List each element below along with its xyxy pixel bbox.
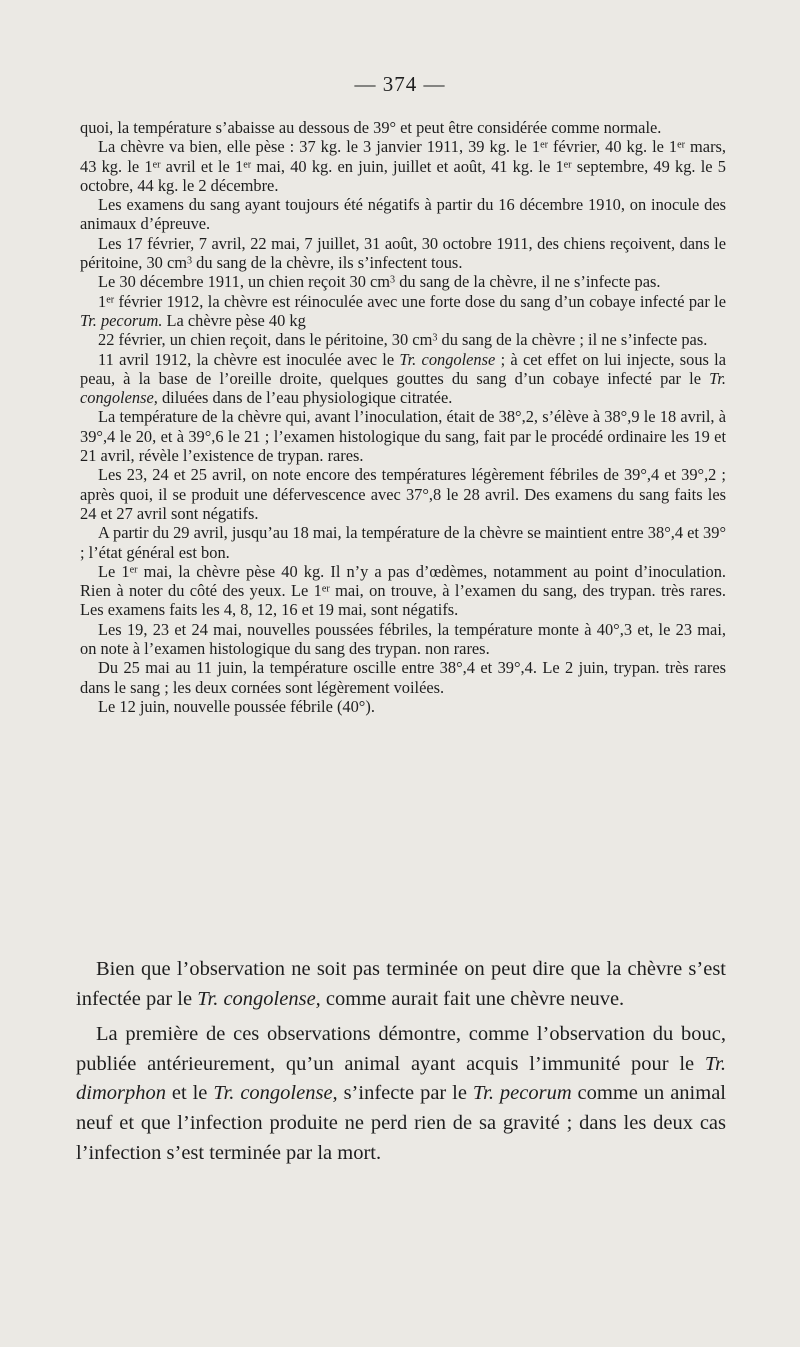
paragraph [80, 350, 726, 408]
paragraph [76, 1020, 726, 1168]
paragraph [76, 955, 726, 1014]
text-run: Le 1 [98, 561, 130, 581]
italic-text: Tr. congolense, [80, 368, 726, 408]
text-run: Les examens du sang ayant toujours été négatifs à partir du 16 décembre 1910, on inocule des animaux d’épreuve. [80, 195, 726, 234]
superscript: 3 [186, 255, 193, 267]
conclusion-text [76, 955, 726, 1174]
italic-text: Tr. dimorphon [76, 1052, 726, 1105]
italic-text: Tr. pecorum. [80, 310, 163, 330]
paragraph [80, 195, 726, 234]
superscript: er [106, 294, 115, 306]
text-run: février, 40 kg. le 1 [547, 137, 678, 157]
text-run: Les 17 février, 7 avril, 22 mai, 7 juillet, 31 août, 30 octobre 1911, des chiens reçoivent, dans le péritoine, 30 cm [80, 233, 726, 273]
page-number: — 374 — [354, 72, 446, 96]
italic-text: Tr. congolense, [213, 1082, 338, 1105]
text-run: ; à cet effet on lui injecte, sous la peau, à la base de l’oreille droite, quelques gouttes du sang d’un cobaye infecté par le [80, 349, 727, 388]
text-run: s’infecte par le [337, 1082, 473, 1105]
superscript: 3 [390, 274, 396, 286]
paragraph [80, 523, 726, 562]
text-run: comme un animal neuf et que l’infection produite ne perd rien de sa gravité ; dans les deux cas l’infection s’est terminée par la mort. [76, 1082, 726, 1164]
text-run: La température de la chèvre qui, avant l’inoculation, était de 38°,2, s’élève à 38°,9 le 18 avril, à 39°,4 le 20, et à 39°,6 le 21 ; l’examen histologique du sang, fait par le procédé ordinaire les 19 et 21 avril, révèle l’existence de trypan. rares. [80, 407, 726, 466]
text-run: et le [165, 1082, 214, 1105]
superscript: er [321, 583, 330, 595]
text-run: février 1912, la chèvre est réinoculée avec une forte dose du sang d’un cobaye infecté par le [114, 291, 726, 311]
text-run: La chèvre va bien, elle pèse : 37 kg. le 3 janvier 1911, 39 kg. le 1 [98, 137, 541, 157]
paragraph [80, 137, 726, 195]
superscript: er [243, 159, 252, 171]
paragraph [80, 118, 726, 137]
paragraph [80, 234, 726, 273]
superscript: er [563, 159, 572, 171]
superscript: er [677, 139, 686, 151]
observation-notes [80, 118, 726, 716]
text-run: du sang de la chèvre, ils s’infectent tous. [192, 253, 463, 273]
text-run: Les 23, 24 et 25 avril, on note encore des températures légèrement fébriles de 39°,4 et 39°,2 ; après quoi, il se produit une défervescence avec 37°,8 le 28 avril. Des examens du sang faits les 24 et 27 avril sont négatifs. [80, 465, 726, 523]
text-run: La première de ces observations démontre, comme l’observation du bouc, publiée antérieurement, qu’un animal ayant acquis l’immunité pour le [76, 1023, 726, 1075]
italic-text: Tr. congolense [399, 349, 496, 369]
text-run: mars, 43 kg. le 1 [80, 137, 726, 176]
text-run: septembre, 49 kg. le 5 octobre, 44 kg. le 2 décembre. [80, 156, 726, 195]
italic-text: Tr. pecorum [472, 1082, 572, 1105]
text-run: A partir du 29 avril, jusqu’au 18 mai, la température de la chèvre se maintient entre 38°,4 et 39° ; l’état général est bon. [80, 523, 727, 562]
text-run: Bien que l’observation ne soit pas terminée on peut dire que la chèvre s’est infectée par le [76, 958, 726, 1010]
text-run: mai, 40 kg. en juin, juillet et août, 41 kg. le 1 [251, 156, 564, 176]
superscript: 3 [432, 332, 438, 344]
paragraph [80, 292, 726, 331]
text-run: avril et le 1 [160, 156, 244, 176]
text-run: La chèvre pèse 40 kg [162, 310, 306, 330]
paragraph [80, 697, 726, 716]
text-run: Le 30 décembre 1911, un chien reçoit 30 cm [98, 272, 391, 292]
paragraph [80, 272, 726, 291]
superscript: er [540, 139, 548, 151]
text-run: Les 19, 23 et 24 mai, nouvelles poussées fébriles, la température monte à 40°,3 et, le 23 mai, on note à l’examen histologique du sang des trypan. non rares. [80, 619, 726, 659]
text-run: diluées dans de l’eau physiologique citratée. [157, 388, 453, 408]
text-run: mai, la chèvre pèse 40 kg. Il n’y a pas d’œdèmes, notamment au point d’inoculation. Rien à noter du côté des yeux. Le 1 [80, 561, 726, 601]
paragraph [80, 658, 726, 697]
superscript: er [129, 564, 138, 576]
paragraph [80, 407, 726, 465]
text-run: 11 avril 1912, la chèvre est inoculée avec le [98, 349, 400, 369]
text-run: mai, on trouve, à l’examen du sang, des trypan. très rares. Les examens faits les 4, 8, 12, 16 et 19 mai, sont négatifs. [80, 581, 726, 620]
text-run: 1 [98, 291, 107, 311]
paragraph [80, 620, 726, 659]
text-run: quoi, la température s’abaisse au dessous de 39° et peut être considérée comme normale. [80, 118, 662, 137]
superscript: er [152, 159, 161, 171]
text-run: Le 12 juin, nouvelle poussée fébrile (40°). [98, 696, 375, 716]
paragraph [80, 465, 726, 523]
text-run: du sang de la chèvre ; il ne s’infecte pas. [437, 330, 708, 350]
text-run: 22 février, un chien reçoit, dans le péritoine, 30 cm [98, 330, 433, 350]
paragraph [80, 562, 726, 620]
text-run: Du 25 mai au 11 juin, la température oscille entre 38°,4 et 39°,4. Le 2 juin, trypan. très rares dans le sang ; les deux cornées sont légèrement voilées. [80, 658, 726, 697]
text-run: du sang de la chèvre, il ne s’infecte pas. [395, 272, 661, 292]
text-run: comme aurait fait une chèvre neuve. [320, 987, 625, 1010]
paragraph [80, 330, 726, 349]
italic-text: Tr. congolense, [197, 987, 321, 1010]
